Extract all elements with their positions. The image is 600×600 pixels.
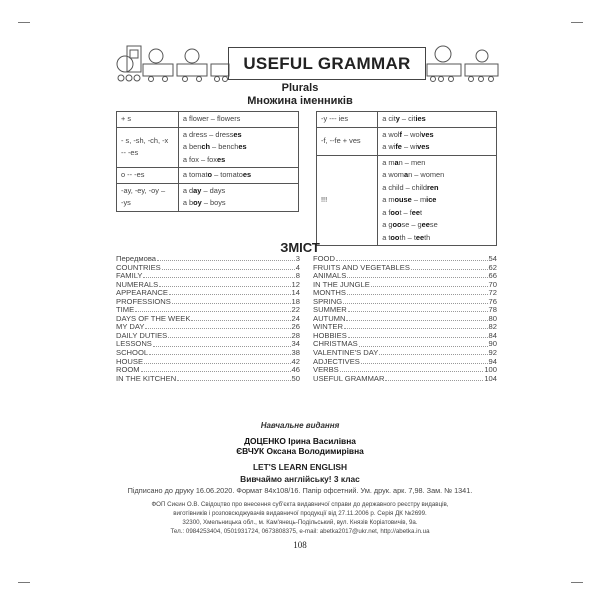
toc-entry-page: 84 [488, 330, 497, 340]
dot-leader [343, 298, 487, 304]
dot-leader [149, 349, 290, 355]
toc-entry-title: ANIMALS [313, 271, 347, 281]
ending-highlight: fe [395, 142, 402, 151]
toc-entry-page: 8 [295, 271, 300, 281]
examples-cell [378, 127, 497, 155]
dot-leader [168, 332, 290, 338]
toc-entry-title: Передмова [116, 254, 157, 263]
ending-highlight: ch [201, 142, 210, 151]
toc-entry [116, 298, 300, 307]
plural-rule-row [117, 112, 299, 128]
toc-entry-page: 62 [488, 262, 497, 272]
example-text: a g [382, 220, 393, 229]
ending-highlight: ay [193, 185, 202, 195]
dot-leader [359, 340, 488, 346]
dot-leader [144, 358, 291, 364]
examples-cell [378, 112, 497, 128]
ending-highlight: ee [411, 207, 420, 217]
example [183, 113, 294, 126]
toc-entry-page: 76 [488, 296, 497, 306]
toc-entry-title: SCHOOL [116, 348, 149, 358]
publisher-line: Тел.: 0984253404, 0501931724, 0673808375, e-mail: abetka2017@ukr.net, http://abetka.in.ua [170, 528, 430, 535]
plurals-table-left [116, 111, 299, 212]
example [382, 194, 492, 207]
toc-entry-page: 80 [488, 313, 497, 323]
section-subtitle-en: Plurals [281, 82, 319, 94]
publisher-line: виготівників і розповсюджувачів видавничої продукції від 27.11.2006 р. Серія ДК №2699. [173, 510, 427, 517]
crop-mark [18, 22, 30, 23]
dot-leader [336, 255, 488, 261]
examples-cell [378, 155, 497, 246]
ending-highlight: oo [390, 232, 400, 242]
example-text: – days [201, 185, 226, 195]
ending-highlight: oy [193, 198, 202, 207]
dot-leader [361, 358, 488, 364]
example [183, 169, 294, 182]
rule-text: - s, -sh, -ch, -x [121, 135, 169, 145]
toc-entry [116, 375, 300, 384]
dot-leader [157, 255, 295, 261]
examples-cell [178, 112, 298, 128]
rule-cell [117, 168, 179, 184]
plural-rule-row [117, 183, 299, 211]
toc-right-column [313, 255, 497, 383]
example-text: a ben [182, 142, 202, 151]
toc-entry-page: 3 [295, 254, 300, 263]
example-text: – boys [201, 198, 226, 207]
dot-leader [135, 306, 290, 312]
example [382, 169, 492, 182]
page-number: 108 [293, 540, 307, 550]
rule-text: -ys [121, 198, 131, 207]
example-text: se [429, 220, 438, 229]
plural-rule-row [117, 168, 299, 184]
example [382, 113, 492, 126]
example-text: – cit [399, 114, 416, 123]
toc-entry-title: NUMERALS [116, 279, 159, 289]
toc-entry-page: 66 [488, 271, 497, 281]
examples-cell [178, 127, 298, 168]
toc-title: ЗМІСТ [280, 240, 320, 255]
rule-text: !!! [321, 195, 328, 204]
ending-highlight: f [399, 129, 402, 139]
example-text: a child – child [382, 182, 427, 192]
dot-leader [371, 281, 488, 287]
example-text: – wol [401, 129, 422, 139]
toc-entry-title: FRUITS AND VEGETABLES [313, 262, 410, 272]
rule-cell [317, 127, 378, 155]
toc-entry-title: SPRING [313, 296, 343, 306]
rule-text: -ay, -ey, -oy – [121, 185, 166, 195]
toc-entry-title: VERBS [313, 365, 339, 375]
dot-leader [344, 323, 488, 329]
toc-entry-page: 26 [291, 322, 300, 332]
dot-leader [347, 289, 488, 295]
example [382, 141, 492, 154]
example [183, 185, 294, 198]
toc-entry-title: USEFUL GRAMMAR [313, 373, 385, 383]
toc-entry-title: DAILY DUTIES [116, 330, 168, 340]
ending-highlight: ies [415, 114, 426, 123]
dot-leader [379, 349, 487, 355]
toc-entry-title: COUNTRIES [116, 262, 161, 272]
toc-entry [313, 375, 497, 384]
example-text: a fox – fox [182, 154, 217, 164]
toc-entry-page: 42 [291, 356, 300, 366]
toc-entry-page: 90 [488, 339, 497, 349]
example-text: se – g [401, 220, 422, 229]
toc-entry-title: PROFESSIONS [116, 296, 171, 306]
toc-entry-page: 72 [488, 288, 497, 298]
rule-text: -- -es [121, 148, 139, 158]
toc-entry-title: DAYS OF THE WEEK [116, 313, 191, 323]
toc-entry-title: MONTHS [313, 288, 346, 298]
toc-entry-page: 94 [488, 356, 497, 366]
section-subtitle-uk: Множина іменників [247, 95, 353, 107]
example-text: – bench [210, 142, 239, 151]
dot-leader [162, 264, 295, 270]
toc-entry-title: AUTUMN [313, 313, 346, 323]
example-text: n – women [408, 170, 445, 179]
crop-mark [18, 582, 30, 583]
rule-cell [117, 127, 179, 168]
toc-entry-title: HOUSE [116, 356, 144, 366]
ending-highlight: y [395, 114, 400, 123]
example-text: – m [411, 195, 427, 204]
plural-rule-row [317, 112, 497, 128]
ending-highlight: ee [421, 220, 430, 229]
dot-leader [145, 323, 290, 329]
toc-entry-page: 28 [291, 330, 300, 340]
example-text: a t [382, 232, 391, 242]
author-name: Ірина Василівна [288, 436, 356, 446]
example-text: a flower – flowers [182, 114, 241, 123]
toc-entry-page: 78 [488, 305, 497, 315]
example [382, 207, 492, 220]
example-text: – tomato [212, 170, 243, 179]
example [382, 219, 492, 232]
ending-highlight: es [242, 170, 252, 179]
dot-leader [346, 315, 487, 321]
dot-leader [172, 298, 291, 304]
ending-highlight: ee [415, 232, 425, 242]
dot-leader [347, 272, 487, 278]
toc-entry [116, 349, 300, 358]
toc-entry-title: MY DAY [116, 322, 145, 332]
example-text: a f [382, 207, 391, 217]
ending-highlight: ves [417, 142, 430, 151]
dot-leader [348, 332, 488, 338]
example-text: – wi [401, 142, 418, 151]
author-name: Оксана Володимирівна [266, 446, 364, 456]
book-subtitle: Вивчаймо англійську! 3 клас [240, 474, 360, 484]
example [183, 141, 294, 154]
example-text: a cit [382, 114, 396, 123]
toc-entry-page: 82 [488, 322, 497, 332]
toc-entry-title: FOOD [313, 254, 335, 263]
ending-highlight: es [216, 154, 226, 164]
rule-text: + s [121, 114, 132, 123]
example [382, 129, 492, 142]
toc-entry [313, 358, 497, 367]
plurals-table-right [316, 111, 497, 246]
toc-entry-page: 54 [488, 254, 497, 263]
rule-text: -y --- ies [321, 114, 349, 123]
ending-highlight: ouse [394, 195, 412, 204]
example-text: a wi [382, 142, 396, 151]
dot-leader [348, 306, 488, 312]
example-text: a wol [382, 129, 400, 139]
toc-entry-page: 38 [291, 348, 300, 358]
toc-entry-page: 14 [291, 288, 300, 298]
examples-cell [178, 168, 298, 184]
dot-leader [385, 375, 483, 381]
example-text: a d [182, 185, 194, 195]
dot-leader [153, 340, 291, 346]
dot-leader [177, 375, 290, 381]
example-text: a dress – dress [182, 129, 234, 139]
toc-entry-title: TIME [116, 305, 135, 315]
ending-highlight: a [394, 157, 399, 167]
example-text: t [420, 207, 423, 217]
ending-highlight: es [238, 142, 247, 151]
toc-entry-title: CHRISTMAS [313, 339, 358, 349]
example-text: th – t [399, 232, 416, 242]
ending-highlight: ice [426, 195, 437, 204]
toc-entry-title: IN THE KITCHEN [116, 373, 177, 383]
toc-entry-title: ADJECTIVES [313, 356, 360, 366]
rule-text: o -- -es [121, 170, 145, 179]
crop-mark [571, 22, 583, 23]
ending-highlight: ves [421, 129, 434, 139]
publisher-info [0, 500, 600, 536]
toc-entry-page: 104 [484, 373, 497, 383]
dot-leader [340, 366, 484, 372]
toc-entry-page: 46 [291, 365, 300, 375]
print-info: Підписано до друку 16.06.2020. Формат 84х108/16. Папір офсетний. Ум. друк. арк. 7,98. Зам. № 1341. [127, 486, 473, 495]
toc-entry-title: FAMILY [116, 271, 143, 281]
author-surname: ДОЦЕНКО [244, 436, 286, 446]
edition-type: Навчальне видання [260, 421, 340, 430]
toc-entry-title: ROOM [116, 365, 140, 375]
author-2 [0, 446, 600, 456]
rule-cell [317, 155, 378, 246]
toc-left-column [116, 255, 300, 383]
rule-cell [317, 112, 378, 128]
plural-rule-row [117, 127, 299, 168]
dot-leader [141, 366, 291, 372]
toc-entry-page: 50 [291, 373, 300, 383]
toc-entry-title: VALENTINE'S DAY [313, 348, 379, 358]
toc-entry-page: 18 [291, 296, 300, 306]
toc-entry-title: WINTER [313, 322, 343, 332]
ending-highlight: a [403, 170, 409, 179]
author-surname: ЄВЧУК [236, 446, 265, 456]
toc-entry [116, 264, 300, 273]
publisher-line: 32300, Хмельницька обл., м. Кам'янець-Подільський, вул. Князів Коріатовичів, 9а. [182, 519, 418, 526]
example [183, 129, 294, 142]
toc-entry-page: 70 [488, 279, 497, 289]
toc-entry-page: 12 [291, 279, 300, 289]
ending-highlight: ren [426, 182, 439, 192]
example [382, 182, 492, 195]
toc-entry [116, 358, 300, 367]
example [183, 154, 294, 167]
train-left-illustration [115, 42, 230, 84]
example-text: a b [182, 198, 194, 207]
toc-entry-page: 24 [291, 313, 300, 323]
example-text: a tomat [182, 170, 208, 179]
example [382, 157, 492, 170]
toc-entry-page: 34 [291, 339, 300, 349]
example-text: th [424, 232, 431, 242]
toc-entry-title: APPEARANCE [116, 288, 168, 298]
dot-leader [191, 315, 290, 321]
example-text: a wom [382, 170, 404, 179]
toc-entry-page: 92 [488, 348, 497, 358]
dot-leader [169, 289, 291, 295]
examples-cell [178, 183, 298, 211]
ending-highlight: oo [390, 207, 400, 217]
book-title: LET'S LEARN ENGLISH [252, 462, 348, 472]
dot-leader [411, 264, 488, 270]
crop-mark [571, 582, 583, 583]
toc-entry-page: 100 [484, 365, 497, 375]
example-text: a m [382, 195, 395, 204]
toc-entry-title: LESSONS [116, 339, 152, 349]
example [183, 197, 294, 210]
example-text: n – men [398, 157, 426, 167]
publisher-line: ФОП Сиєин О.В. Свідоцтво про внесення суб'єкта видавничої справи до державного реєстру видавців, [151, 501, 449, 508]
ending-highlight: o [207, 170, 213, 179]
rule-cell [117, 112, 179, 128]
rule-text: -f, --fe + ves [321, 135, 361, 145]
dot-leader [143, 272, 294, 278]
toc-entry-page: 22 [291, 305, 300, 315]
author-1 [0, 436, 600, 446]
plural-rule-row [317, 155, 497, 246]
ending-highlight: es [233, 129, 242, 139]
toc-entry-title: IN THE JUNGLE [313, 279, 370, 289]
rule-cell [117, 183, 179, 211]
toc-entry-title: SUMMER [313, 305, 347, 315]
toc-entry-page: 4 [295, 262, 300, 272]
ending-highlight: oo [392, 220, 402, 229]
toc-entry-title: HOBBIES [313, 330, 347, 340]
example-text: a m [382, 157, 395, 167]
page-title: USEFUL GRAMMAR [228, 47, 426, 80]
example-text: t – f [399, 207, 412, 217]
train-right-illustration [425, 42, 500, 84]
plural-rule-row [317, 127, 497, 155]
dot-leader [159, 281, 290, 287]
